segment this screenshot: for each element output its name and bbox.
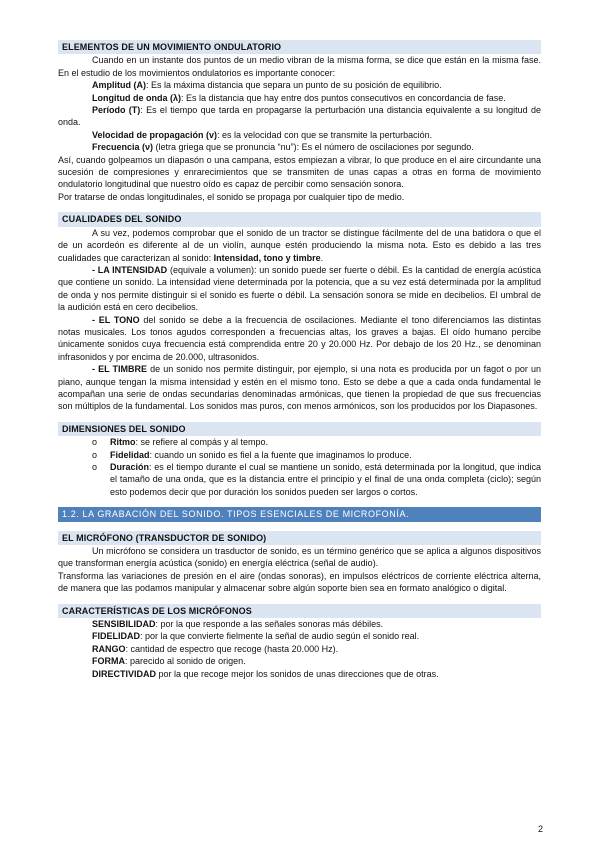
section-heading-cualidades: CUALIDADES DEL SONIDO	[58, 212, 541, 226]
def-velocidad: : es la velocidad con que se transmite la perturbación.	[217, 129, 433, 140]
term-directividad: DIRECTIVIDAD	[92, 668, 157, 679]
def-ritmo: : se refiere al compás y al tempo.	[135, 437, 269, 448]
term-periodo: Período (T)	[92, 105, 141, 116]
section-heading-grabacion: 1.2. LA GRABACIÓN DEL SONIDO. TIPOS ESENCIALES DE MICROFONÍA.	[58, 507, 541, 521]
section-heading-elementos: ELEMENTOS DE UN MOVIMIENTO ONDULATORIO	[58, 40, 541, 54]
def-forma: : parecido al sonido de origen.	[125, 656, 246, 667]
paragraph-timbre	[58, 363, 541, 413]
section-heading-microfono: EL MICRÓFONO (TRANSDUCTOR DE SONIDO)	[58, 531, 541, 545]
paragraph-tono	[58, 314, 541, 364]
term-amplitud: Amplitud (A)	[92, 80, 146, 91]
paragraph-medio: Por tratarse de ondas longitudinales, el sonido se propaga por cualquier tipo de medio.	[58, 191, 405, 202]
term-fidelidad: Fidelidad	[110, 449, 150, 460]
term-fidelidad-mic: FIDELIDAD	[92, 631, 140, 642]
paragraph-diapason: Así, cuando golpeamos un diapasón o una campana, estos empiezan a vibrar, lo que produce en el aire circundante una sucesión de compresiones y enrarecimientos que se transmiten de unas capas a otras en forma de movimiento ondulatorio longitudinal que nuestro oído es capaz de percibir como sensación sonora.	[58, 154, 541, 190]
paragraph-fase: Cuando en un instante dos puntos de un medio vibran de la misma forma, se dice que están en la misma fase. En el estudio de los movimientos ondulatorios es importante conocer:	[58, 55, 541, 78]
term-rango: RANGO	[92, 643, 126, 654]
list-item-duracion	[92, 461, 541, 498]
def-tono: del sonido se debe a la frecuencia de oscilaciones. Mediante el tono diferenciamos las distintas notas musicales. Los tonos agudos corresponden a frecuencias altas, los graves a bajas. El oído humano percibe únicamente sonidos cuya frecuencia está comprendida entre 20 y 20.000 Hz. Por debajo de los 20 Hz., se denominan infrasonidos y por encima de 20.000, ultrasonidos.	[58, 314, 541, 362]
definition-velocidad	[58, 129, 541, 141]
term-sensibilidad: SENSIBILIDAD	[92, 619, 156, 630]
def-fidelidad-mic: : por la que convierte fielmente la señal de audio según el sonido real.	[140, 631, 420, 642]
def-longitud: : Es la distancia que hay entre dos puntos consecutivos en concordancia de fase.	[181, 92, 506, 103]
section-heading-caracteristicas: CARACTERÍSTICAS DE LOS MICRÓFONOS	[58, 604, 541, 618]
page-number: 2	[537, 824, 543, 834]
definition-longitud	[58, 92, 541, 104]
paragraph-microfono-def: Un micrófono se considera un trasductor de sonido, es un término genérico que se aplica a algunos dispositivos que transforman energía acústica (sonido) en energía eléctrica (señal de audio).	[58, 546, 541, 569]
dimensiones-list	[58, 436, 541, 498]
document-page	[58, 40, 541, 680]
def-duracion: : es el tiempo durante el cual se mantiene un sonido, está determinada por la longitud, que indica el tamaño de una onda, que es la distancia entre el principio y el final de una onda completa (ciclo); según esto podemos decir que por duración los sonidos pueden ser largos o cortos.	[110, 462, 541, 497]
term-tono: - EL TONO	[92, 314, 140, 325]
term-longitud: Longitud de onda (λ)	[92, 92, 181, 103]
list-item-directividad	[58, 668, 541, 680]
list-item-ritmo	[92, 436, 541, 448]
term-intensidad: - LA INTENSIDAD	[92, 264, 168, 275]
bullet-circle-icon: o	[92, 437, 98, 448]
def-rango: : cantidad de espectro que recoge (hasta 20.000 Hz).	[125, 643, 339, 654]
list-item-rango	[58, 643, 541, 655]
list-item-sensibilidad	[58, 618, 541, 630]
def-timbre: de un sonido nos permite distinguir, por ejemplo, si una nota es producida por un fagot o por un piano, aunque tengan la misma intensidad y estén en el mismo tono. Esto se debe a que a cada onda fundamental le acompañan una serie de ondas secundarias denominadas armónicas, que tienen la propiedad de que sus frecuencias son múltiplos de la fundamental. Los sonidos mas puros, con menos armónicos, son los producidos por los Diapasones.	[58, 364, 541, 412]
bullet-circle-icon: o	[92, 462, 98, 472]
paragraph-intensidad	[58, 264, 541, 314]
def-fidelidad: : cuando un sonido es fiel a la fuente que imaginamos lo produce.	[149, 449, 412, 460]
definition-frecuencia	[58, 141, 541, 153]
def-intensidad: (equivale a volumen): un sonido puede ser fuerte o débil. Es la cantidad de energía acústica que contiene un sonido. La intensidad viene determinada por la potencia, que a su vez está determinada por la amplitud de onda y nos permite distinguir si el sonido es fuerte o débil. La sensación sonora se mide en decibelios. El umbral de la audición está en cero decibelios.	[58, 264, 542, 313]
paragraph-microfono-transforma: Transforma las variaciones de presión en el aire (ondas sonoras), en impulsos eléctricos de corriente eléctrica alterna, de manera que las podamos manipular y almacenar sobre algún soporte bien sea en formato analógico o digital.	[58, 570, 541, 594]
def-frecuencia: (letra griega que se pronuncia “nu”): Es el número de oscilaciones por segundo.	[153, 142, 474, 153]
list-item-fidelidad	[92, 449, 541, 461]
definition-amplitud	[58, 79, 541, 91]
term-timbre: - EL TIMBRE	[92, 364, 148, 375]
intro-text: A su vez, podemos comprobar que el sonido de un tractor se distingue fácilmente del de una batidora o que el de un acordeón es diferente al de un violín, aunque estén produciendo la misma nota. Esto es debido a las tres cualidades que caracterizan al sonido:	[58, 227, 541, 263]
bullet-circle-icon: o	[92, 449, 98, 460]
def-amplitud: : Es la máxima distancia que separa un punto de su posición de equilibrio.	[146, 80, 442, 91]
list-item-forma	[58, 655, 541, 667]
definition-periodo	[58, 104, 541, 129]
term-ritmo: Ritmo	[110, 437, 136, 448]
term-frecuencia: Frecuencia (ν)	[92, 142, 154, 153]
section-heading-dimensiones: DIMENSIONES DEL SONIDO	[58, 422, 541, 436]
intro-end: .	[320, 252, 324, 263]
def-periodo: : Es el tiempo que tarda en propagarse la perturbación una distancia equivalente a su longitud de onda.	[58, 105, 541, 128]
def-directividad: por la que recoge mejor los sonidos de unas direcciones que de otras.	[156, 668, 439, 679]
term-duracion: Duración	[110, 462, 150, 472]
paragraph-cualidades-intro	[58, 227, 541, 264]
term-forma: FORMA	[92, 656, 125, 667]
intro-bold-terms: Intensidad, tono y timbre	[213, 252, 321, 263]
def-sensibilidad: : por la que responde a las señales sonoras más débiles.	[155, 619, 384, 630]
list-item-fidelidad-mic	[58, 630, 541, 642]
term-velocidad: Velocidad de propagación (v)	[92, 129, 218, 140]
